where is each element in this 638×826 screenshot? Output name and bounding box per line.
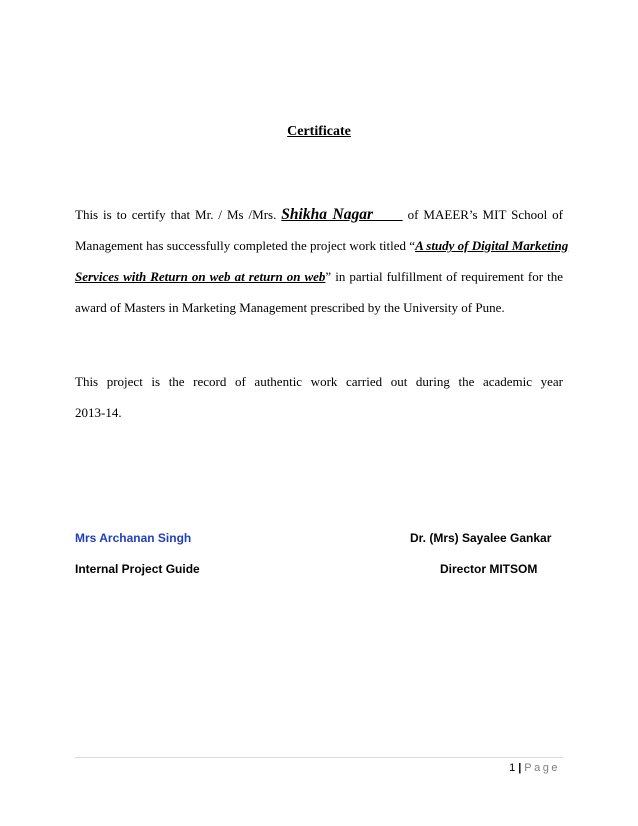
page-label: Page (524, 762, 560, 774)
fulfillment-text: ” in partial fulfillment of requirement for the (325, 269, 564, 284)
project-title-part-1: A study of Digital Marketing (415, 238, 569, 253)
guide-role: Internal Project Guide (75, 562, 200, 576)
project-title-part-2: Services with Return on web at return on web (75, 269, 326, 284)
certificate-title: Certificate (287, 124, 351, 139)
page-footer (509, 762, 560, 774)
director-role: Director MITSOM (440, 562, 538, 576)
record-line-2: 2013-14. (75, 405, 122, 420)
certification-paragraph (75, 199, 569, 323)
record-paragraph (75, 366, 563, 428)
name-underline-gap (373, 207, 403, 222)
guide-name: Mrs Archanan Singh (75, 531, 192, 545)
student-name: Shikha Nagar (281, 206, 374, 223)
paragraph-line-2 (75, 230, 569, 261)
footer-separator: | (518, 762, 522, 774)
record-line-1: This project is the record of authentic work carried out during the academic year (75, 374, 563, 389)
completion-text: Management has successfully completed the project work titled “ (75, 238, 416, 253)
page-number: 1 (509, 762, 516, 774)
paragraph-line-1 (75, 199, 563, 230)
institute-text: of MAEER’s MIT School of (407, 207, 563, 222)
footer-divider (75, 757, 563, 758)
certify-intro-text: This is to certify that Mr. / Ms /Mrs. (75, 207, 282, 222)
director-name: Dr. (Mrs) Sayalee Gankar (410, 531, 552, 545)
paragraph-line-3 (75, 261, 563, 292)
paragraph-line-4: award of Masters in Marketing Management prescribed by the University of Pune. (75, 300, 505, 315)
